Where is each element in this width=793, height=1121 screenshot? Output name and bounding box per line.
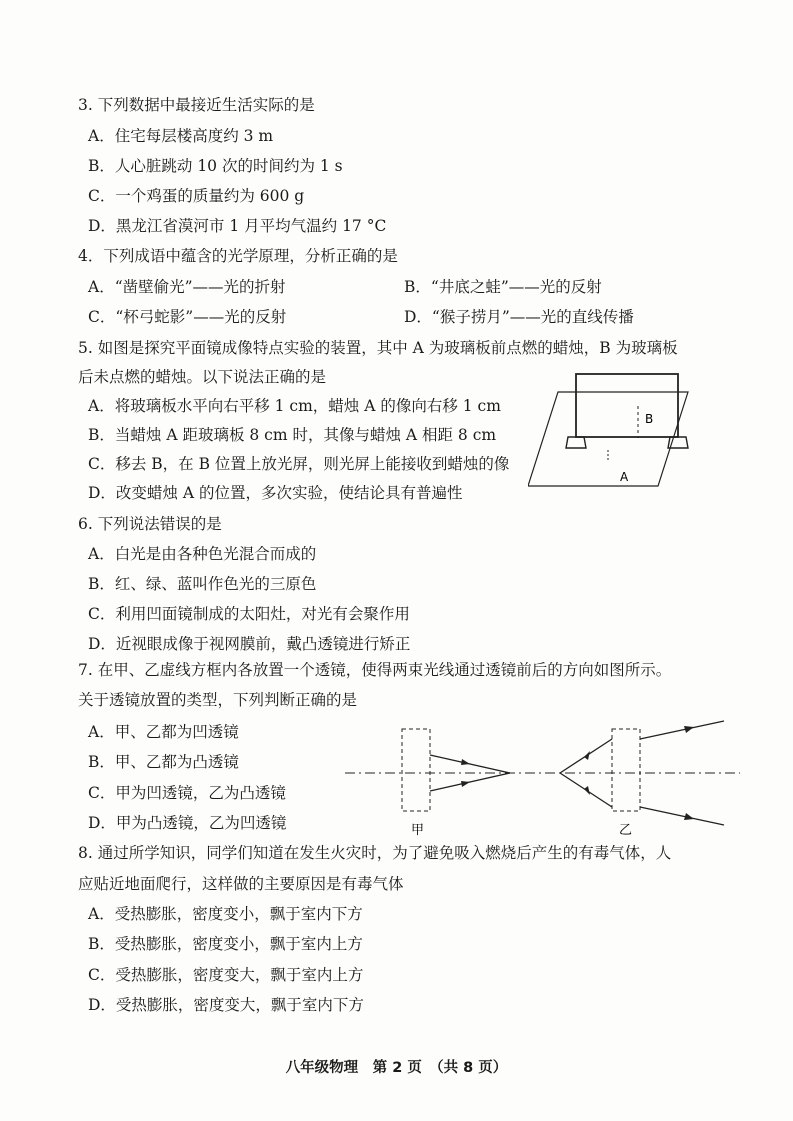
- page-footer: 八年级物理 第 2 页 （共 8 页）: [285, 1060, 508, 1076]
- question-3-option-d: D．黑龙江省漠河市 1 月平均气温约 17 °C: [88, 217, 387, 235]
- label-b: B: [645, 412, 654, 426]
- question-7-option-d: D．甲为凸透镜，乙为凹透镜: [88, 814, 287, 832]
- question-8-option-b: B．受热膨胀，密度变小，飘于室内上方: [88, 935, 363, 953]
- lens-ray-figure: [340, 715, 740, 840]
- question-4-option-d: D．“猴子捞月”——光的直线传播: [404, 308, 634, 326]
- ray-yi-out-lower: [640, 807, 724, 825]
- question-7-option-a: A．甲、乙都为凹透镜: [88, 723, 239, 741]
- question-8-stem-line-2: 应贴近地面爬行，这样做的主要原因是有毒气体: [78, 875, 404, 893]
- question-5-stem-line-1: 5. 如图是探究平面镜成像特点实验的装置，其中 A 为玻璃板前点燃的蜡烛，B 为玻璃板: [78, 339, 678, 357]
- question-6-stem: 6. 下列说法错误的是: [78, 515, 222, 533]
- arrow-yi-in-lower: [584, 786, 590, 795]
- mirror-experiment-figure: [528, 368, 708, 494]
- arrow-jia-upper: [461, 759, 470, 765]
- question-3-option-a: A．住宅每层楼高度约 3 m: [88, 127, 274, 145]
- question-7-stem-line-2: 关于透镜放置的类型，下列判断正确的是: [78, 691, 358, 709]
- lens-box-jia: [402, 729, 430, 811]
- question-3-option-b: B．人心脏跳动 10 次的时间约为 1 s: [88, 157, 343, 175]
- lens-box-yi: [612, 729, 640, 811]
- question-6-option-a: A．白光是由各种色光混合而成的: [88, 545, 317, 563]
- arrow-yi-out-lower: [684, 813, 694, 820]
- question-6-option-b: B．红、绿、蓝叫作色光的三原色: [88, 575, 317, 593]
- question-4-option-c: C．“杯弓蛇影”——光的反射: [88, 308, 287, 326]
- plate-stand-left: [566, 437, 586, 448]
- question-3-stem: 3. 下列数据中最接近生活实际的是: [78, 96, 315, 114]
- question-5-option-b: B．当蜡烛 A 距玻璃板 8 cm 时，其像与蜡烛 A 相距 8 cm: [88, 426, 497, 444]
- question-5-option-c: C．移去 B，在 B 位置上放光屏，则光屏上能接收到蜡烛的像: [88, 455, 510, 473]
- label-jia: 甲: [411, 823, 425, 838]
- arrow-jia-lower: [461, 781, 470, 787]
- question-6-option-c: C．利用凹面镜制成的太阳灶，对光有会聚作用: [88, 605, 410, 623]
- question-8-stem-line-1: 8. 通过所学知识，同学们知道在发生火灾时，为了避免吸入燃烧后产生的有毒气体，人: [78, 844, 672, 862]
- question-8-option-a: A．受热膨胀，密度变小，飘于室内下方: [88, 905, 363, 923]
- question-4-option-a: A．“凿壁偷光”——光的折射: [88, 278, 286, 296]
- label-a: A: [620, 470, 629, 484]
- ray-yi-out-upper: [640, 721, 724, 739]
- question-7-option-c: C．甲为凹透镜，乙为凸透镜: [88, 784, 286, 802]
- question-6-option-d: D．近视眼成像于视网膜前，戴凸透镜进行矫正: [88, 635, 411, 653]
- arrow-yi-out-upper: [684, 726, 694, 733]
- question-5-stem-line-2: 后未点燃的蜡烛。以下说法正确的是: [78, 368, 327, 386]
- question-8-option-c: C．受热膨胀，密度变大，飘于室内上方: [88, 966, 364, 984]
- question-8-option-d: D．受热膨胀，密度变大，飘于室内下方: [88, 996, 364, 1014]
- label-yi: 乙: [619, 823, 633, 838]
- glass-plate: [576, 374, 678, 437]
- question-7-option-b: B．甲、乙都为凸透镜: [88, 753, 239, 771]
- question-7-stem-line-1: 7. 在甲、乙虚线方框内各放置一个透镜，使得两束光线通过透镜前后的方向如图所示。: [78, 661, 672, 679]
- question-5-option-a: A．将玻璃板水平向右平移 1 cm，蜡烛 A 的像向右移 1 cm: [88, 397, 501, 415]
- question-4-stem: 4．下列成语中蕴含的光学原理，分析正确的是: [78, 247, 398, 265]
- table-surface: [528, 392, 688, 486]
- question-5-option-d: D．改变蜡烛 A 的位置，多次实验，使结论具有普遍性: [88, 484, 463, 502]
- question-4-option-b: B．“井底之蛙”——光的反射: [404, 278, 602, 296]
- question-3-option-c: C．一个鸡蛋的质量约为 600 g: [88, 187, 305, 205]
- arrow-yi-in-upper: [584, 751, 590, 760]
